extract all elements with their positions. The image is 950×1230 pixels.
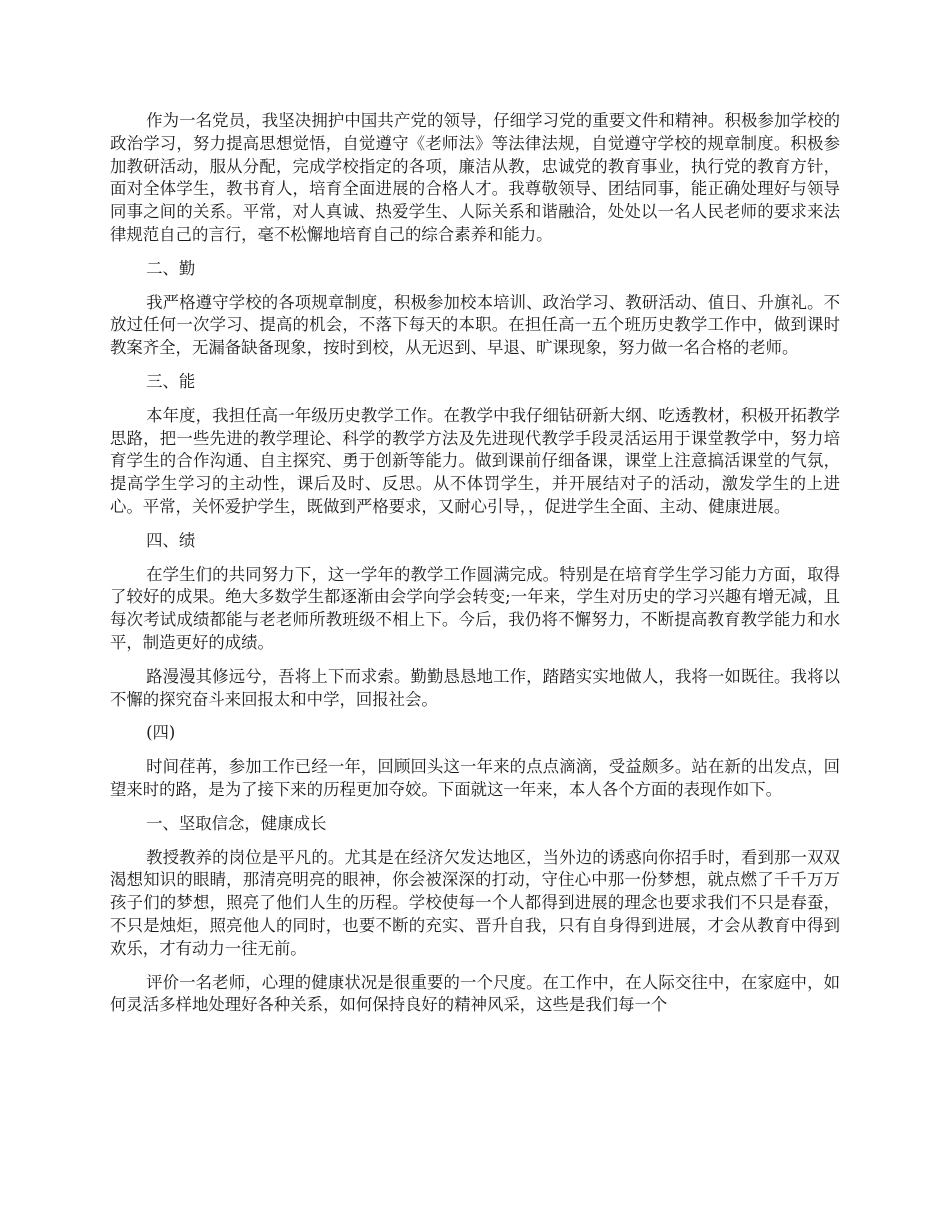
paragraph-party-member: 作为一名党员，我坚决拥护中国共产党的领导，仔细学习党的重要文件和精神。积极参加学校的政治学习，努力提高思想觉悟，自觉遵守《老师法》等法律法规，自觉遵守学校的规章制度。积极参加教研活动，服从分配，完成学校指定的各项，廉洁从教，忠诚党的教育事业，执行党的教育方针，面对全体学生，教书育人，培育全面进展的合格人才。我尊敬领导、团结同事，能正确处理好与领导同事之间的关系。平常，对人真诚、热爱学生、人际关系和谐融洽，处处以一名人民老师的要求来法律规范自己的言行，毫不松懈地培育自己的综合素养和能力。 [110, 111, 840, 244]
paragraph-evaluation: 评价一名老师，心理的健康状况是很重要的一个尺度。在工作中，在人际交往中，在家庭中，如何灵活多样地处理好各种关系，如何保持良好的精神风采，这些是我们每一个 [110, 972, 840, 1015]
paragraph-ability: 本年度，我担任高一年级历史教学工作。在教学中我仔细钻研新大纲、吃透教材，积极开拓教学思路，把一些先进的教学理论、科学的教学方法及先进现代教学手段灵活运用于课堂教学中，努力培育学生的合作沟通、自主探究、勇于创新等能力。做到课前仔细备课，课堂上注意搞活课堂的气氛，提高学生学习的主动性，课后及时、反思。从不体罚学生，并开展结对子的活动，激发学生的上进心。平常，关怀爱护学生，既做到严格要求，又耐心引导，，促进学生全面、主动、健康进展。 [110, 405, 840, 516]
document-page [110, 110, 840, 1028]
paragraph-intro: 时间荏苒，参加工作已经一年，回顾回头这一年来的点点滴滴，受益颇多。站在新的出发点，回望来时的路，是为了接下来的历程更加夺姣。下面就这一年来，本人各个方面的表现作如下。 [110, 757, 840, 799]
paragraph-diligence: 我严格遵守学校的各项规章制度，积极参加校本培训、政治学习、教研活动、值日、升旗礼。不放过任何一次学习、提高的机会，不落下每天的本职。在担任高一五个班历史教学工作中，做到课时教案齐全，无漏备缺备现象，按时到校，从无迟到、早退、旷课现象，努力做一名合格的老师。 [110, 292, 840, 358]
paragraph-outlook: 路漫漫其修远兮，吾将上下而求索。勤勤恳恳地工作，踏踏实实地做人，我将一如既往。我将以不懈的探究奋斗来回报太和中学，回报社会。 [110, 666, 840, 709]
heading-section-four: (四) [146, 723, 176, 743]
paragraph-achievement: 在学生们的共同努力下，这一学年的教学工作圆满完成。特别是在培育学生学习能力方面，取得了较好的成果。绝大多数学生都逐渐由会学向学会转变;一年来，学生对历史的学习兴趣有增无减，且每次考试成绩都能与老老师所教班级不相上下。今后，我仍将不懈努力，不断提高教育教学能力和水平，制造更好的成绩。 [110, 564, 840, 652]
heading-belief: 一、坚取信念，健康成长 [146, 813, 327, 833]
heading-ability: 三、能 [146, 371, 196, 391]
paragraph-belief: 教授教养的岗位是平凡的。尤其是在经济欠发达地区，当外边的诱惑向你招手时，看到那一双双渴想知识的眼睛，那清亮明亮的眼神，你会被深深的打动，守住心中那一份梦想，就点燃了千千万万孩子们的梦想，照亮了他们人生的历程。学校使每一个人都得到进展的理念也要求我们不只是春蚕，不只是烛炬，照亮他人的同时，也要不断的充实、晋升自我，只有自身得到进展，才会从教育中得到欢乐，才有动力一往无前。 [110, 847, 840, 958]
heading-diligence: 二、勤 [146, 258, 196, 278]
heading-achievement: 四、绩 [146, 530, 196, 550]
